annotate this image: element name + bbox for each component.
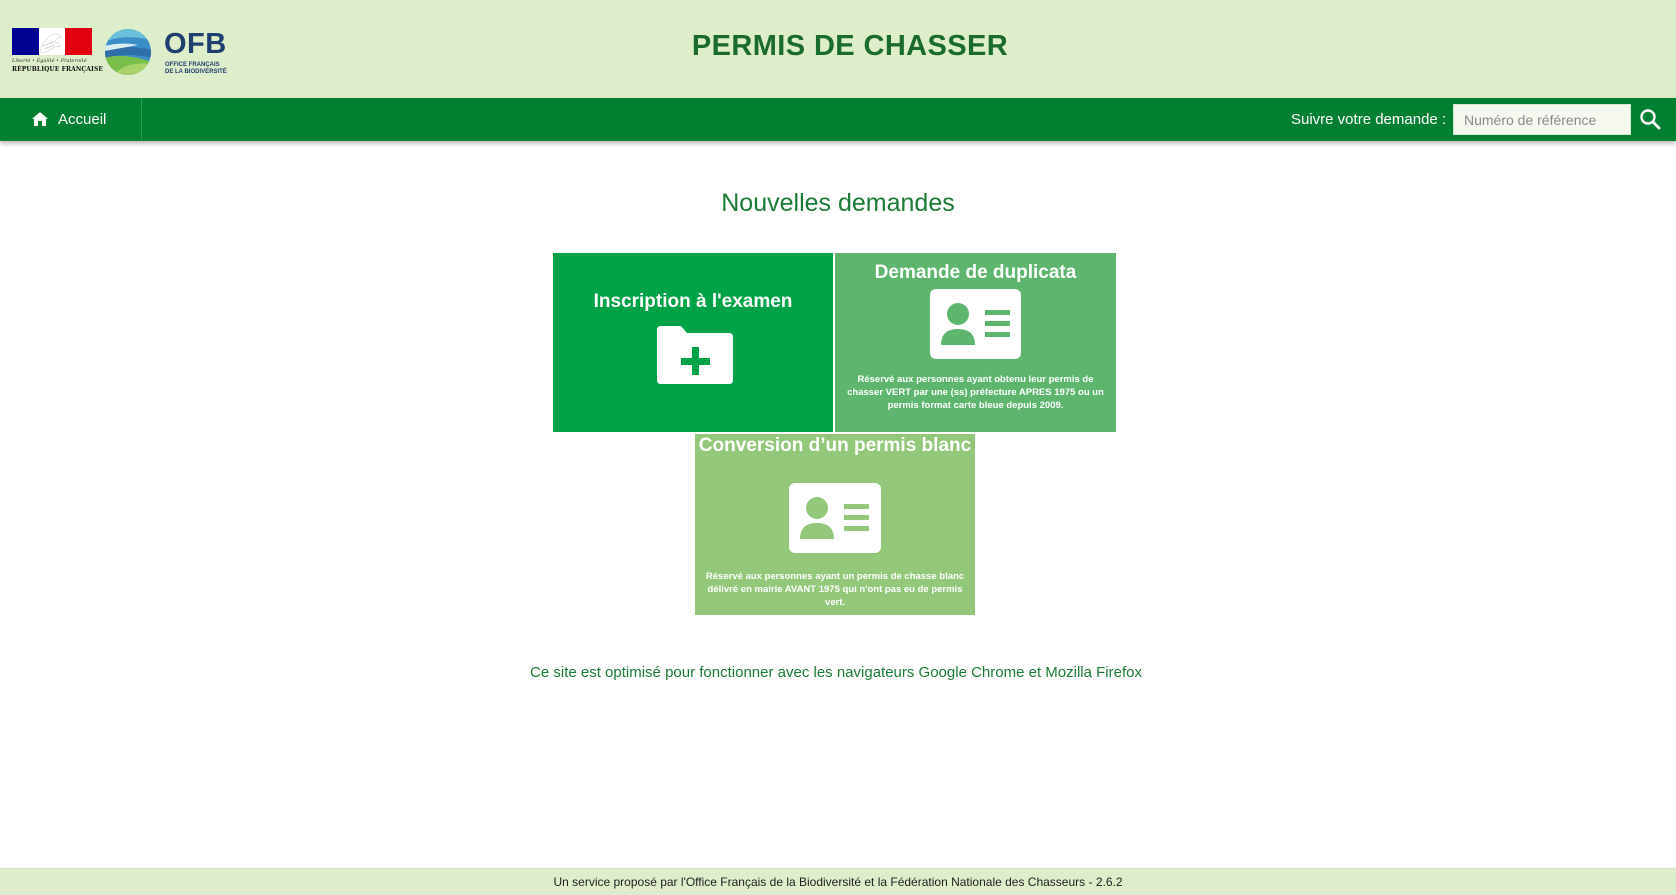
folder-plus-icon bbox=[653, 324, 733, 384]
ofb-wordmark: OFB bbox=[164, 28, 227, 60]
ofb-subtitle-line2: DE LA BIODIVERSITÉ bbox=[165, 69, 227, 75]
browser-compatibility-note: Ce site est optimisé pour fonctionner avec les navigateurs Google Chrome et Mozilla Firefox bbox=[530, 664, 1142, 681]
nav-home-link[interactable] bbox=[0, 98, 142, 141]
site-footer: Un service proposé par l'Office Français de la Biodiversité et la Fédération Nationale des Chasseurs - 2.6.2 bbox=[0, 868, 1676, 895]
card-description: Réservé aux personnes ayant obtenu leur permis de chasser VERT par une (ss) préfecture APRES 1975 ou un permis format carte bleue depuis 2009. bbox=[847, 374, 1104, 411]
white-license-conversion-card[interactable] bbox=[695, 434, 975, 615]
id-card-icon bbox=[789, 483, 881, 553]
page-title: PERMIS DE CHASSER bbox=[691, 30, 1009, 62]
home-icon bbox=[31, 111, 49, 127]
duplicate-request-card[interactable] bbox=[835, 253, 1116, 432]
card-title: Inscription à l'examen bbox=[593, 291, 793, 312]
nav-home-label: Accueil bbox=[58, 111, 107, 128]
ofb-subtitle-line1: OFFICE FRANÇAIS bbox=[165, 62, 220, 68]
site-header bbox=[0, 0, 1676, 98]
card-title: Demande de duplicata bbox=[874, 262, 1077, 283]
id-card-icon bbox=[930, 289, 1021, 359]
card-title: Conversion d’un permis blanc bbox=[698, 435, 972, 456]
card-description: Réservé aux personnes ayant un permis de chasse blanc délivré en mairie AVANT 1975 qui n'ont pas eu de permis vert. bbox=[705, 571, 965, 608]
rf-name: RÉPUBLIQUE FRANÇAISE bbox=[12, 66, 104, 73]
search-icon[interactable] bbox=[1639, 108, 1661, 130]
track-request-label: Suivre votre demande : bbox=[1291, 111, 1447, 128]
reference-number-input[interactable] bbox=[1453, 104, 1631, 135]
rf-motto: Liberté • Égalité • Fraternité bbox=[12, 58, 87, 64]
section-title: Nouvelles demandes bbox=[721, 189, 955, 217]
exam-registration-card[interactable] bbox=[553, 253, 833, 432]
main-navbar bbox=[0, 98, 1676, 141]
